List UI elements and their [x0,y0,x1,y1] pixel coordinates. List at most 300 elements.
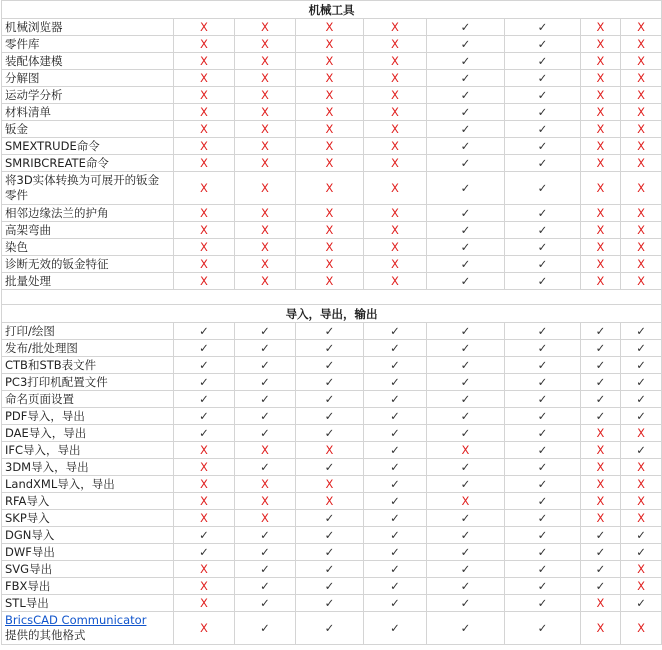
table-row [2,121,662,138]
cross-icon: X [364,104,427,121]
cross-icon: X [427,493,505,510]
cross-icon: X [621,70,662,87]
cross-icon: X [621,459,662,476]
check-icon: ✓ [581,357,621,374]
check-icon: ✓ [581,578,621,595]
check-icon: ✓ [427,459,505,476]
check-icon: ✓ [505,357,581,374]
check-icon: ✓ [427,374,505,391]
cross-icon: X [296,273,364,290]
cross-icon: X [296,493,364,510]
cross-icon: X [174,222,235,239]
table-row [2,205,662,222]
cross-icon: X [296,70,364,87]
check-icon: ✓ [174,374,235,391]
check-icon: ✓ [505,476,581,493]
check-icon: ✓ [296,374,364,391]
cross-icon: X [621,205,662,222]
cross-icon: X [174,19,235,36]
check-icon: ✓ [505,561,581,578]
check-icon: ✓ [427,510,505,527]
check-icon: ✓ [427,205,505,222]
cross-icon: X [621,239,662,256]
check-icon: ✓ [505,425,581,442]
table-row [2,442,662,459]
table-row [2,239,662,256]
cross-icon: X [581,36,621,53]
check-icon: ✓ [427,19,505,36]
feature-name: RFA导入 [2,493,174,510]
cross-icon: X [174,70,235,87]
cross-icon: X [364,222,427,239]
cross-icon: X [174,510,235,527]
cross-icon: X [621,104,662,121]
cross-icon: X [235,70,296,87]
check-icon: ✓ [581,323,621,340]
cross-icon: X [296,222,364,239]
check-icon: ✓ [505,70,581,87]
cross-icon: X [581,87,621,104]
cross-icon: X [174,595,235,612]
check-icon: ✓ [621,391,662,408]
cross-icon: X [621,476,662,493]
table-row [2,544,662,561]
cross-icon: X [581,104,621,121]
check-icon: ✓ [427,340,505,357]
cross-icon: X [427,442,505,459]
cross-icon: X [174,205,235,222]
cross-icon: X [296,256,364,273]
check-icon: ✓ [174,527,235,544]
check-icon: ✓ [427,138,505,155]
cross-icon: X [235,138,296,155]
check-icon: ✓ [364,578,427,595]
cross-icon: X [174,121,235,138]
cross-icon: X [174,87,235,104]
check-icon: ✓ [505,138,581,155]
cross-icon: X [296,476,364,493]
communicator-link[interactable]: BricsCAD Communicator [5,613,147,627]
check-icon: ✓ [581,391,621,408]
check-icon: ✓ [296,510,364,527]
check-icon: ✓ [174,391,235,408]
check-icon: ✓ [427,323,505,340]
table-row [2,510,662,527]
check-icon: ✓ [505,87,581,104]
check-icon: ✓ [235,323,296,340]
cross-icon: X [621,612,662,645]
check-icon: ✓ [296,459,364,476]
cross-icon: X [621,138,662,155]
cross-icon: X [364,121,427,138]
check-icon: ✓ [505,544,581,561]
check-icon: ✓ [505,340,581,357]
check-icon: ✓ [427,612,505,645]
cross-icon: X [364,87,427,104]
check-icon: ✓ [235,459,296,476]
check-icon: ✓ [505,222,581,239]
check-icon: ✓ [427,256,505,273]
check-icon: ✓ [364,408,427,425]
section-header-row [2,305,662,323]
feature-name: IFC导入，导出 [2,442,174,459]
check-icon: ✓ [235,340,296,357]
check-icon: ✓ [621,544,662,561]
cross-icon: X [235,36,296,53]
feature-name: 批量处理 [2,273,174,290]
check-icon: ✓ [505,53,581,70]
table-row [2,87,662,104]
cross-icon: X [296,87,364,104]
check-icon: ✓ [235,425,296,442]
cross-icon: X [364,36,427,53]
check-icon: ✓ [296,323,364,340]
feature-name: PDF导入，导出 [2,408,174,425]
cross-icon: X [364,138,427,155]
table-row [2,273,662,290]
check-icon: ✓ [235,391,296,408]
table-row [2,425,662,442]
check-icon: ✓ [505,256,581,273]
check-icon: ✓ [235,374,296,391]
check-icon: ✓ [174,425,235,442]
feature-name: 材料清单 [2,104,174,121]
cross-icon: X [364,256,427,273]
check-icon: ✓ [296,612,364,645]
cross-icon: X [174,442,235,459]
check-icon: ✓ [505,323,581,340]
check-icon: ✓ [621,374,662,391]
check-icon: ✓ [427,172,505,205]
feature-name: DGN导入 [2,527,174,544]
check-icon: ✓ [427,36,505,53]
check-icon: ✓ [364,425,427,442]
check-icon: ✓ [581,374,621,391]
check-icon: ✓ [174,408,235,425]
check-icon: ✓ [505,391,581,408]
cross-icon: X [296,205,364,222]
cross-icon: X [581,612,621,645]
cross-icon: X [581,459,621,476]
feature-name: 诊断无效的钣金特征 [2,256,174,273]
cross-icon: X [235,510,296,527]
check-icon: ✓ [581,561,621,578]
feature-name: 打印/绘图 [2,323,174,340]
cross-icon: X [621,493,662,510]
feature-name: 染色 [2,239,174,256]
cross-icon: X [174,561,235,578]
cross-icon: X [174,273,235,290]
cross-icon: X [581,442,621,459]
feature-name: PC3打印机配置文件 [2,374,174,391]
section-title: 机械工具 [2,1,662,19]
cross-icon: X [235,239,296,256]
check-icon: ✓ [364,544,427,561]
check-icon: ✓ [364,323,427,340]
check-icon: ✓ [235,612,296,645]
check-icon: ✓ [427,121,505,138]
feature-name: SKP导入 [2,510,174,527]
check-icon: ✓ [505,36,581,53]
section-title: 导入，导出，输出 [2,305,662,323]
cross-icon: X [581,239,621,256]
check-icon: ✓ [581,544,621,561]
check-icon: ✓ [505,612,581,645]
cross-icon: X [235,172,296,205]
feature-name: SMEXTRUDE命令 [2,138,174,155]
cross-icon: X [296,53,364,70]
cross-icon: X [235,205,296,222]
table-row [2,19,662,36]
feature-name: 机械浏览器 [2,19,174,36]
check-icon: ✓ [505,408,581,425]
check-icon: ✓ [621,527,662,544]
cross-icon: X [581,425,621,442]
cross-icon: X [174,476,235,493]
check-icon: ✓ [427,273,505,290]
table-row [2,36,662,53]
check-icon: ✓ [235,357,296,374]
check-icon: ✓ [427,425,505,442]
cross-icon: X [364,19,427,36]
cross-icon: X [581,19,621,36]
check-icon: ✓ [505,19,581,36]
cross-icon: X [174,53,235,70]
table-row [2,53,662,70]
spacer-cell [2,290,662,305]
check-icon: ✓ [427,155,505,172]
cross-icon: X [235,256,296,273]
cross-icon: X [621,222,662,239]
table-row [2,578,662,595]
check-icon: ✓ [296,391,364,408]
cross-icon: X [174,493,235,510]
check-icon: ✓ [581,340,621,357]
check-icon: ✓ [296,527,364,544]
cross-icon: X [581,510,621,527]
check-icon: ✓ [621,442,662,459]
check-icon: ✓ [621,408,662,425]
check-icon: ✓ [364,493,427,510]
cross-icon: X [296,104,364,121]
cross-icon: X [581,121,621,138]
check-icon: ✓ [296,357,364,374]
table-row [2,357,662,374]
check-icon: ✓ [427,239,505,256]
table-row [2,391,662,408]
check-icon: ✓ [505,374,581,391]
cross-icon: X [235,87,296,104]
cross-icon: X [235,53,296,70]
check-icon: ✓ [296,561,364,578]
cross-icon: X [296,36,364,53]
cross-icon: X [364,70,427,87]
cross-icon: X [581,155,621,172]
cross-icon: X [174,459,235,476]
cross-icon: X [235,104,296,121]
cross-icon: X [174,104,235,121]
cross-icon: X [581,205,621,222]
check-icon: ✓ [505,578,581,595]
cross-icon: X [364,205,427,222]
check-icon: ✓ [505,527,581,544]
check-icon: ✓ [427,527,505,544]
check-icon: ✓ [505,121,581,138]
section-spacer [2,290,662,305]
check-icon: ✓ [621,357,662,374]
table-row [2,493,662,510]
feature-name: SVG导出 [2,561,174,578]
cross-icon: X [581,493,621,510]
table-row [2,138,662,155]
cross-icon: X [235,155,296,172]
cross-icon: X [581,256,621,273]
feature-name [2,612,174,645]
check-icon: ✓ [427,578,505,595]
cross-icon: X [621,19,662,36]
cross-icon: X [364,239,427,256]
cross-icon: X [364,53,427,70]
table-row [2,476,662,493]
cross-icon: X [621,155,662,172]
check-icon: ✓ [235,578,296,595]
feature-name: 高架弯曲 [2,222,174,239]
check-icon: ✓ [505,510,581,527]
cross-icon: X [621,53,662,70]
check-icon: ✓ [427,561,505,578]
check-icon: ✓ [427,476,505,493]
check-icon: ✓ [505,172,581,205]
check-icon: ✓ [427,222,505,239]
check-icon: ✓ [364,374,427,391]
check-icon: ✓ [235,595,296,612]
cross-icon: X [235,121,296,138]
cross-icon: X [364,273,427,290]
cross-icon: X [621,87,662,104]
check-icon: ✓ [296,425,364,442]
check-icon: ✓ [505,442,581,459]
table-row [2,561,662,578]
feature-name: 命名页面设置 [2,391,174,408]
check-icon: ✓ [427,53,505,70]
table-row [2,374,662,391]
cross-icon: X [364,155,427,172]
check-icon: ✓ [364,340,427,357]
table-row [2,155,662,172]
cross-icon: X [296,239,364,256]
feature-name: 运动学分析 [2,87,174,104]
check-icon: ✓ [364,561,427,578]
check-icon: ✓ [296,544,364,561]
cross-icon: X [581,53,621,70]
cross-icon: X [621,578,662,595]
table-row [2,527,662,544]
cross-icon: X [296,121,364,138]
check-icon: ✓ [427,357,505,374]
check-icon: ✓ [174,323,235,340]
cross-icon: X [235,273,296,290]
section-header-row [2,1,662,19]
feature-name: FBX导出 [2,578,174,595]
check-icon: ✓ [581,527,621,544]
check-icon: ✓ [364,357,427,374]
cross-icon: X [581,70,621,87]
cross-icon: X [621,425,662,442]
check-icon: ✓ [296,340,364,357]
cross-icon: X [174,612,235,645]
check-icon: ✓ [364,510,427,527]
table-row [2,595,662,612]
cross-icon: X [296,155,364,172]
table-row [2,612,662,645]
feature-name: SMRIBCREATE命令 [2,155,174,172]
check-icon: ✓ [364,476,427,493]
check-icon: ✓ [235,561,296,578]
feature-name-line2: 提供的其他格式 [5,628,86,642]
check-icon: ✓ [235,408,296,425]
cross-icon: X [621,510,662,527]
check-icon: ✓ [621,323,662,340]
table-row [2,323,662,340]
check-icon: ✓ [505,104,581,121]
cross-icon: X [174,138,235,155]
check-icon: ✓ [427,104,505,121]
check-icon: ✓ [505,595,581,612]
cross-icon: X [296,138,364,155]
feature-name: 3DM导入，导出 [2,459,174,476]
feature-name: 钣金 [2,121,174,138]
check-icon: ✓ [364,595,427,612]
cross-icon: X [581,595,621,612]
cross-icon: X [364,172,427,205]
check-icon: ✓ [235,527,296,544]
feature-name: LandXML导入，导出 [2,476,174,493]
feature-name: 装配体建模 [2,53,174,70]
cross-icon: X [581,476,621,493]
table-row [2,408,662,425]
check-icon: ✓ [174,544,235,561]
feature-name: STL导出 [2,595,174,612]
cross-icon: X [581,138,621,155]
check-icon: ✓ [621,340,662,357]
feature-name: 相邻边缘法兰的护角 [2,205,174,222]
table-row [2,340,662,357]
cross-icon: X [581,222,621,239]
cross-icon: X [296,19,364,36]
cross-icon: X [174,239,235,256]
cross-icon: X [174,155,235,172]
check-icon: ✓ [296,578,364,595]
check-icon: ✓ [427,87,505,104]
check-icon: ✓ [427,595,505,612]
check-icon: ✓ [427,544,505,561]
check-icon: ✓ [364,391,427,408]
check-icon: ✓ [621,595,662,612]
cross-icon: X [621,172,662,205]
check-icon: ✓ [235,544,296,561]
feature-name: DAE导入，导出 [2,425,174,442]
table-row [2,459,662,476]
check-icon: ✓ [364,612,427,645]
cross-icon: X [621,273,662,290]
cross-icon: X [235,442,296,459]
feature-comparison-table [1,0,662,645]
cross-icon: X [235,476,296,493]
check-icon: ✓ [296,408,364,425]
check-icon: ✓ [174,340,235,357]
cross-icon: X [174,578,235,595]
check-icon: ✓ [364,442,427,459]
